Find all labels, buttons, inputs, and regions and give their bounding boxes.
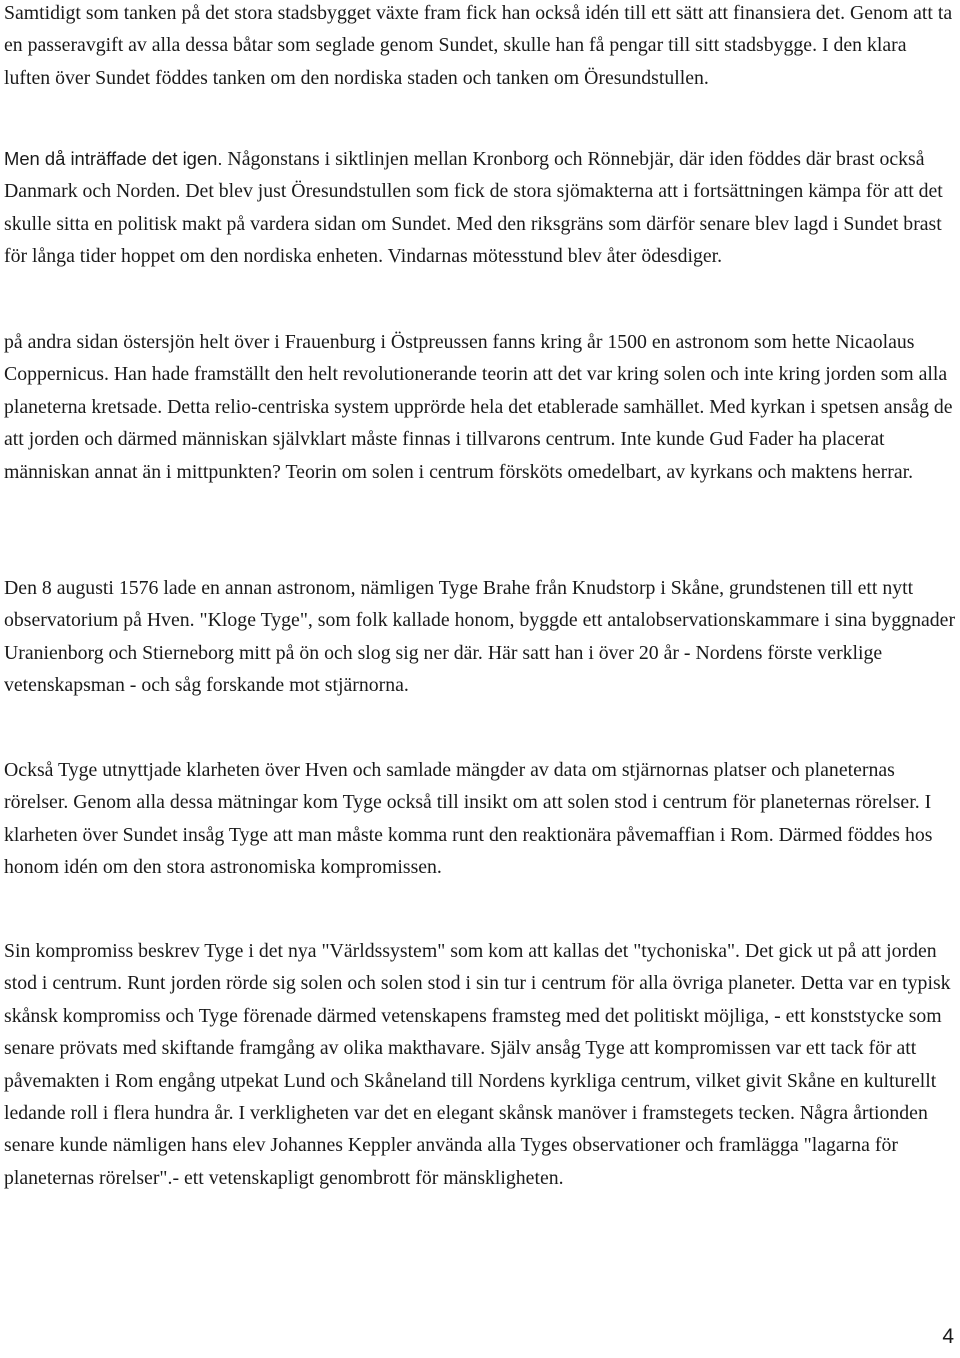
paragraph-lead-text: Men då inträffade det igen. xyxy=(4,148,223,169)
paragraph-coppernicus: på andra sidan östersjön helt över i Frauenburg i Östpreussen fanns kring år 1500 en astronom som hette Nicaolaus Coppernicus. Han hade framställt den helt revolutionerande teorin att det var kring solen och inte kring jorden som alla planeterna kretsade. Detta relio-centriska system upprörde hela det etablerade samhället. Med kyrkan i spetsen ansåg de att jorden och därmed människan självklart måste finnas i tillvarons centrum. Inte kunde Gud Fader ha placerat människan annat än i mittpunkten? Teorin om solen i centrum försköts omedelbart, av kyrkans och maktens herrar. xyxy=(4,331,953,483)
page-number: 4 xyxy=(942,1325,954,1348)
paragraph-tychonic-system: Sin kompromiss beskrev Tyge i det nya "Världssystem" som kom att kallas det "tychoniska". Det gick ut på att jorden stod i centrum. Runt jorden rörde sig solen och solen stod i sin tur i centrum för alla övriga planeter. Detta var en typisk skånsk kompromiss och Tyge förenade därmed vetenskapens framsteg med det politiskt möjliga, - ett konststycke som senare prövats med skiftande framgång av olika makthavare. Själv ansåg Tyge att kompromissen var ett tack för att påvemakten i Rom engång utpekat Lund och Skåneland till Nordens kyrkliga centrum, vilket givit Skåne en kulturellt ledande roll i flera hundra år. I verkligheten var det en elegant skånsk manöver i framstegets tecken. Några årtionden senare kunde nämligen hans elev Johannes Keppler använda alla Tyges observationer och framlägga "lagarna för planeternas rörelser".- ett vetenskapligt genombrott för mänskligheten. xyxy=(4,940,951,1189)
paragraph-tyge-observations: Också Tyge utnyttjade klarheten över Hven och samlade mängder av data om stjärnornas platser och planeternas rörelser. Genom alla dessa mätningar kom Tyge också till insikt om att solen stod i centrum för planeternas rörelser. I klarheten över Sundet insåg Tyge att man måste komma runt den reaktionära påvemaffian i Rom. Därmed föddes hos honom idén om den stora astronomiska kompromissen. xyxy=(4,759,933,879)
paragraph-tyge-brahe-hven: Den 8 augusti 1576 lade en annan astronom, nämligen Tyge Brahe från Knudstorp i Skåne, grundstenen till ett nytt observatorium på Hven. "Kloge Tyge", som folk kallade honom, byggde ett antalobservationskammare i sina byggnader Uranienborg och Stierneborg mitt på ön och slog sig ner där. Här satt han i över 20 år - Nordens förste verklige vetenskapsman - och såg forskande mot stjärnorna. xyxy=(4,577,956,697)
paragraph-oresundstullen xyxy=(4,143,956,273)
paragraph-body-text: Någonstans i siktlinjen mellan Kronborg och Rönnebjär, där iden föddes där brast också Danmark och Norden. Det blev just Öresundstullen som fick de stora sjömakterna att i fortsättningen kämpa för att det skulle sitta en politisk makt på vardera sidan om Sundet. Med den riksgräns som därför senare blev lagd i Sundet brast för långa tider hoppet om den nordiska enheten. Vindarnas mötesstund blev åter ödesdiger. xyxy=(4,148,943,268)
paragraph-stadsbygge: Samtidigt som tanken på det stora stadsbygget växte fram fick han också idén till ett sätt att finansiera det. Genom att ta en passeravgift av alla dessa båtar som seglade genom Sundet, skulle han få pengar till sitt stadsbygge. I den klara luften över Sundet föddes tanken om den nordiska staden och tanken om Öresundstullen. xyxy=(4,2,953,89)
